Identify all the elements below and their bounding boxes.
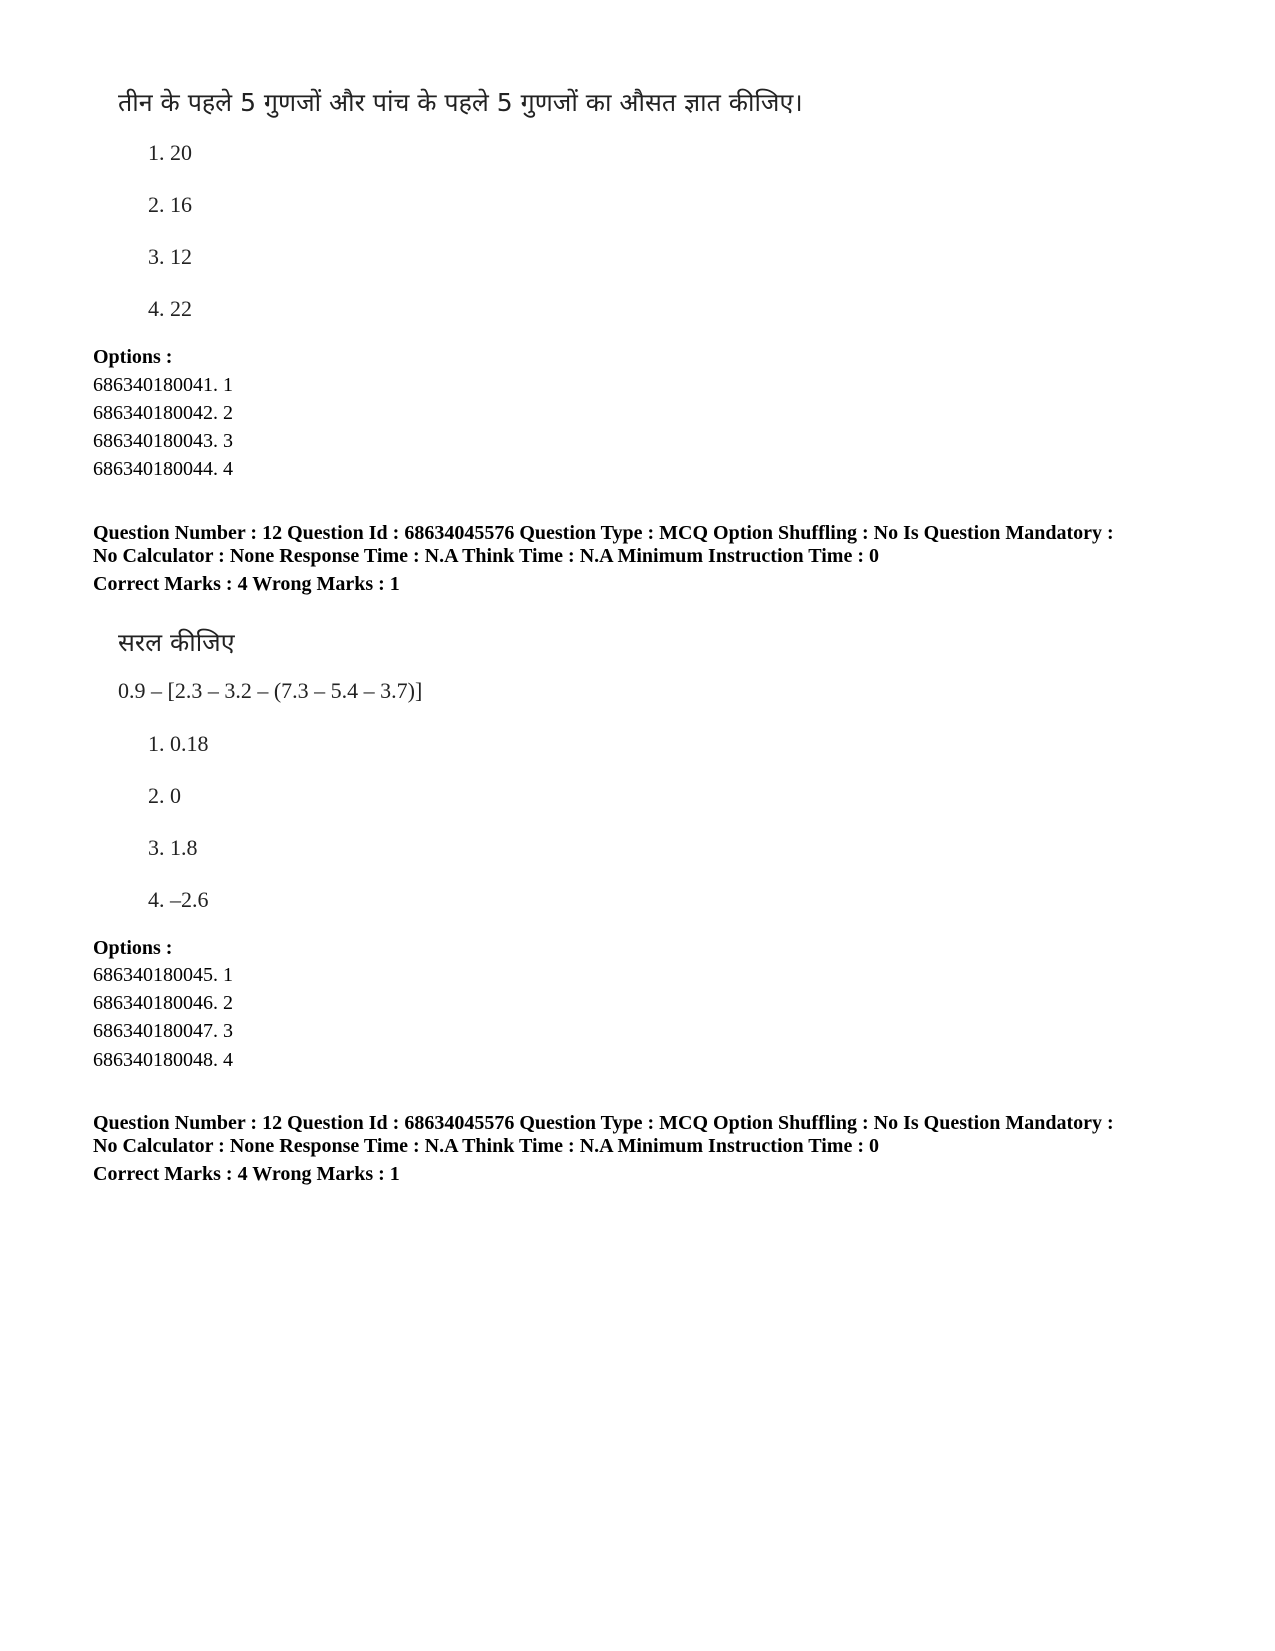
- question-meta-line: No Calculator : None Response Time : N.A Think Time : N.A Minimum Instruction Time : 0: [93, 545, 879, 567]
- marks-line: Correct Marks : 4 Wrong Marks : 1: [93, 573, 400, 595]
- marks-line: Correct Marks : 4 Wrong Marks : 1: [93, 1163, 400, 1185]
- option-line: 686340180048. 4: [93, 1049, 233, 1071]
- options-heading: Options :: [93, 937, 173, 959]
- question-choice: 3. 12: [148, 244, 192, 269]
- option-line: 686340180041. 1: [93, 374, 233, 396]
- question-choice: 4. 22: [148, 296, 192, 321]
- question-text: सरल कीजिए: [118, 628, 235, 657]
- question-meta-line: No Calculator : None Response Time : N.A Think Time : N.A Minimum Instruction Time : 0: [93, 1135, 879, 1157]
- options-heading: Options :: [93, 346, 173, 368]
- option-line: 686340180047. 3: [93, 1020, 233, 1042]
- option-line: 686340180046. 2: [93, 992, 233, 1014]
- question-choice: 2. 16: [148, 192, 192, 217]
- question-choice: 1. 0.18: [148, 731, 209, 756]
- option-line: 686340180042. 2: [93, 402, 233, 424]
- question-choice: 1. 20: [148, 140, 192, 165]
- question-choice: 2. 0: [148, 783, 181, 808]
- question-text: तीन के पहले 5 गुणजों और पांच के पहले 5 गुणजों का औसत ज्ञात कीजिए।: [118, 88, 803, 117]
- math-expression: 0.9 – [2.3 – 3.2 – (7.3 – 5.4 – 3.7)]: [118, 678, 423, 703]
- option-line: 686340180043. 3: [93, 430, 233, 452]
- question-meta-line: Question Number : 12 Question Id : 68634045576 Question Type : MCQ Option Shuffling : No Is Question Mandatory :: [93, 1112, 1114, 1134]
- option-line: 686340180044. 4: [93, 458, 233, 480]
- option-line: 686340180045. 1: [93, 964, 233, 986]
- question-choice: 4. –2.6: [148, 887, 209, 912]
- question-choice: 3. 1.8: [148, 835, 198, 860]
- question-meta-line: Question Number : 12 Question Id : 68634045576 Question Type : MCQ Option Shuffling : No Is Question Mandatory :: [93, 522, 1114, 544]
